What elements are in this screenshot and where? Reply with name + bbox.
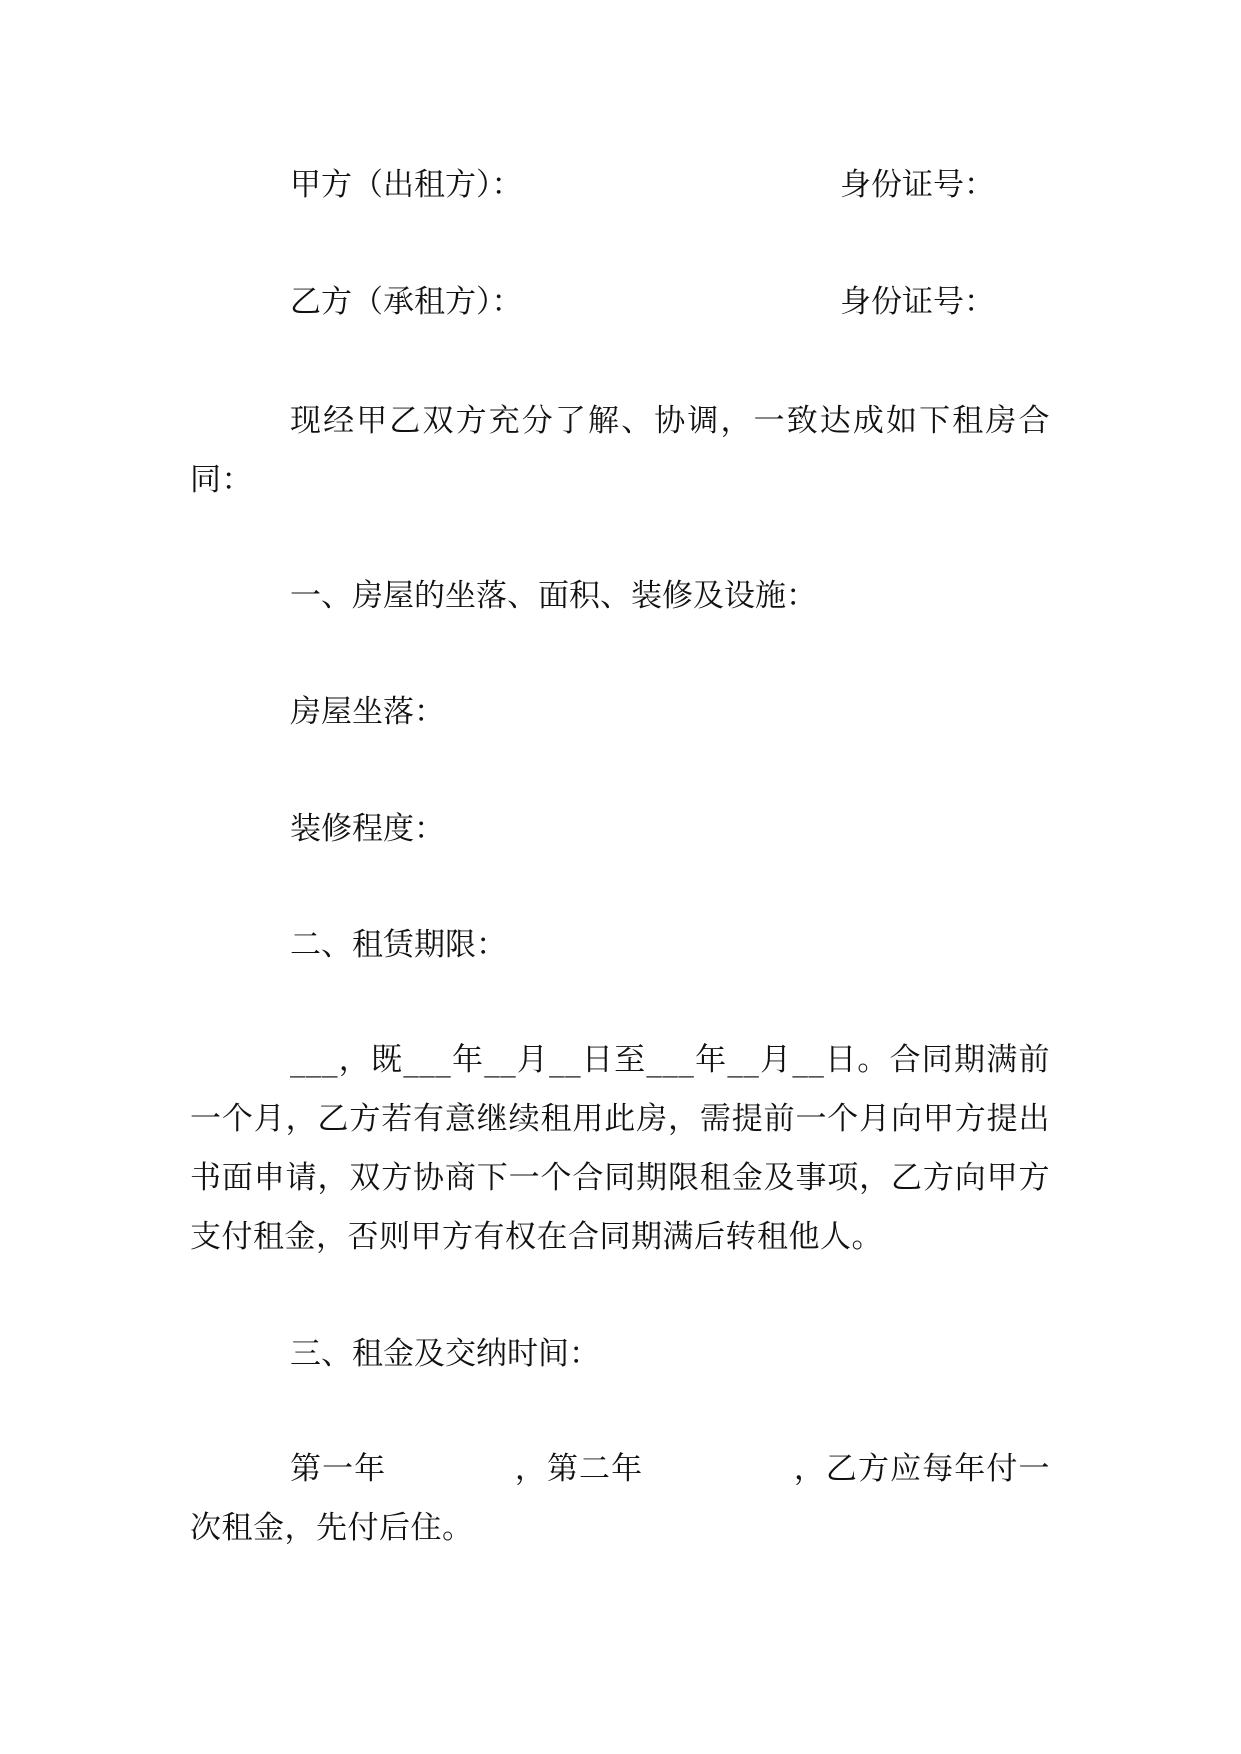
section2-heading: 二、租赁期限：	[290, 927, 507, 963]
party-b-label: 乙方（承租方）：	[290, 284, 523, 320]
rent-paragraph	[190, 1440, 1050, 1558]
decoration-label: 装修程度：	[290, 811, 445, 847]
lease-term-paragraph: ___，既___年__月__日至___年__月__日。合同期满前一个月，乙方若有意继续租用此房，需提前一个月向甲方提出书面申请，双方协商下一个合同期限租金及事项，乙方向甲方支付租金，否则甲方有权在合同期满后转租他人。	[190, 1042, 1050, 1255]
first-year-label: 第一年	[290, 1451, 387, 1487]
intro-paragraph: 现经甲乙双方充分了解、协调，一致达成如下租房合同：	[190, 403, 1050, 498]
party-a-label: 甲方（出租方）：	[290, 167, 523, 203]
section3-heading: 三、租金及交纳时间：	[290, 1336, 600, 1372]
party-b-id-label: 身份证号：	[840, 284, 995, 320]
location-label: 房屋坐落：	[290, 694, 445, 730]
section1-heading: 一、房屋的坐落、面积、装修及设施：	[290, 578, 817, 614]
payment-terms: ，乙方应每年付一次租金，先付后住。	[190, 1451, 1050, 1546]
second-year-label: ，第二年	[514, 1451, 644, 1487]
party-a-id-label: 身份证号：	[840, 167, 995, 203]
